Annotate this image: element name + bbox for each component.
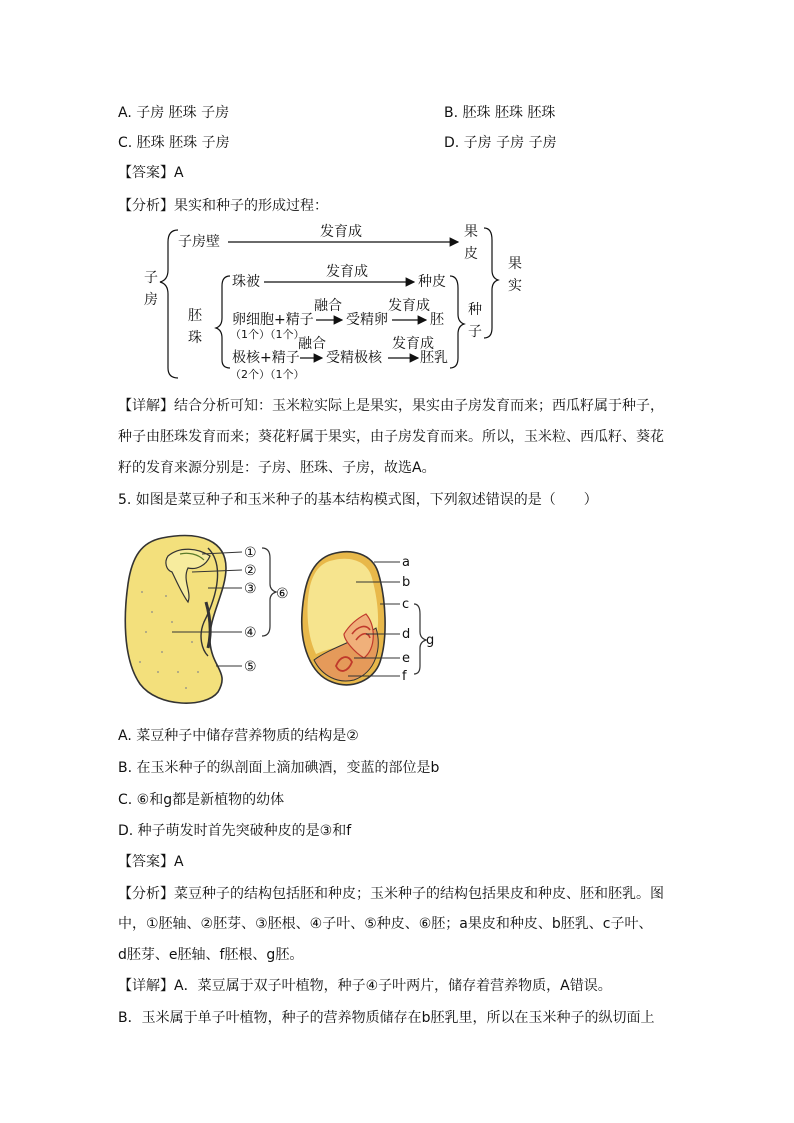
q5-question: 5. 如图是菜豆种子和玉米种子的基本结构模式图，下列叙述错误的是（ ） — [118, 492, 598, 508]
corn-label-b: b — [402, 575, 411, 590]
q4-detail-line-2: 种子由胚珠发育而来；葵花籽属于果实，由子房发育而来。所以，玉米粒、西瓜籽、葵花 — [118, 429, 664, 445]
svg-text:皮: 皮 — [464, 246, 478, 262]
q5-option-d: D. 种子萌发时首先突破种皮的是③和f — [118, 823, 352, 839]
svg-text:实: 实 — [508, 278, 522, 294]
bean-seed-diagram — [122, 532, 302, 712]
bean-label-3: ③ — [244, 581, 257, 597]
svg-text:发育成: 发育成 — [392, 336, 434, 352]
bean-label-4: ④ — [244, 625, 257, 641]
corn-label-d: d — [402, 627, 411, 642]
svg-text:珠: 珠 — [188, 330, 202, 346]
corn-label-c: c — [402, 597, 410, 612]
svg-text:发育成: 发育成 — [326, 264, 368, 280]
bean-label-6: ⑥ — [276, 586, 289, 602]
svg-text:房: 房 — [144, 292, 158, 308]
svg-text:子: 子 — [468, 324, 482, 340]
label-luanxibao: 卵细胞+精子 — [232, 312, 314, 328]
bean-label-2: ② — [244, 563, 257, 579]
option-c: C. 胚珠 胚珠 子房 — [118, 135, 230, 151]
q5-detail-line-1: 【详解】A．菜豆属于双子叶植物，种子④子叶两片，储存着营养物质，A错误。 — [118, 978, 612, 994]
option-a: A. 子房 胚珠 子房 — [118, 105, 230, 121]
corn-label-a: a — [402, 555, 410, 570]
label-shoujingjihe: 受精极核 — [326, 350, 382, 366]
q5-answer: 【答案】A — [118, 854, 184, 870]
svg-text:（1个）（1个）: （1个）（1个） — [230, 328, 305, 341]
bean-label-5: ⑤ — [244, 659, 257, 675]
q4-detail-line-3: 籽的发育来源分别是：子房、胚珠、子房，故选A。 — [118, 460, 436, 476]
q4-analysis-intro: 【分析】果实和种子的形成过程： — [118, 198, 328, 214]
option-b: B. 胚珠 胚珠 胚珠 — [444, 105, 556, 121]
corn-label-g: g — [426, 633, 435, 648]
q5-detail-line-2: B．玉米属于单子叶植物，种子的营养物质储存在b胚乳里，所以在玉米种子的纵切面上 — [118, 1010, 655, 1026]
fruit-formation-diagram — [130, 218, 550, 388]
svg-text:发育成: 发育成 — [388, 298, 430, 314]
label-shoujingluan: 受精卵 — [346, 312, 388, 328]
q5-analysis-line-3: d胚芽、e胚轴、f胚根、g胚。 — [118, 947, 304, 963]
label-guoshi: 果 — [508, 256, 522, 272]
label-zhubei: 珠被 — [232, 274, 260, 290]
label-jihe: 极核+精子 — [232, 350, 300, 366]
svg-text:融合: 融合 — [298, 336, 326, 352]
corn-seed-diagram — [296, 548, 446, 698]
q5-analysis-line-2: 中，①胚轴、②胚芽、③胚根、④子叶、⑤种皮、⑥胚；a果皮和种皮、b胚乳、c子叶、 — [118, 916, 653, 932]
label-pei: 胚 — [430, 312, 444, 328]
q5-analysis-line-1: 【分析】菜豆种子的结构包括胚和种皮；玉米种子的结构包括果皮和种皮、胚和胚乳。图 — [118, 886, 664, 902]
svg-text:融合: 融合 — [314, 298, 342, 314]
label-peiru: 胚乳 — [420, 350, 448, 366]
label-zifang: 子 — [144, 270, 158, 286]
svg-text:发育成: 发育成 — [320, 224, 362, 240]
label-zhongzi: 种 — [468, 302, 482, 318]
q5-option-a: A. 菜豆种子中储存营养物质的结构是② — [118, 728, 359, 744]
option-d: D. 子房 子房 子房 — [444, 135, 557, 151]
q4-answer: 【答案】A — [118, 165, 184, 181]
q5-option-c: C. ⑥和g都是新植物的幼体 — [118, 792, 285, 808]
label-peizhu: 胚 — [188, 308, 202, 324]
svg-text:（2个）（1个）: （2个）（1个） — [230, 368, 305, 381]
label-guopi: 果 — [464, 224, 478, 240]
corn-label-e: e — [402, 651, 410, 666]
bean-label-1: ① — [244, 545, 257, 561]
label-zifangbi: 子房壁 — [178, 234, 220, 250]
corn-label-f: f — [402, 669, 407, 684]
q4-detail-line-1: 【详解】结合分析可知：玉米粒实际上是果实，果实由子房发育而来；西瓜籽属于种子， — [118, 398, 664, 414]
q5-option-b: B. 在玉米种子的纵剖面上滴加碘酒，变蓝的部位是b — [118, 760, 440, 776]
label-zhongpi: 种皮 — [418, 274, 446, 290]
